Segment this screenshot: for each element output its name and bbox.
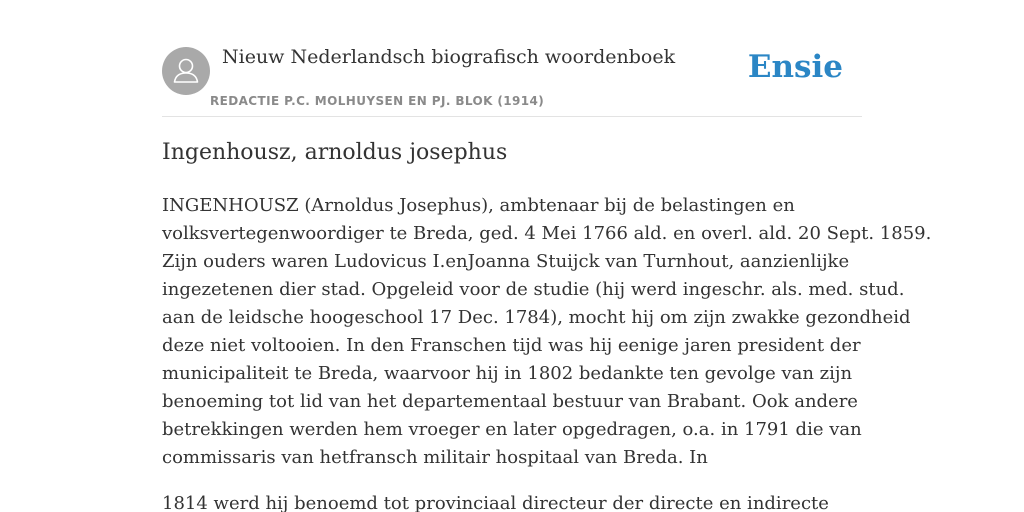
paragraph-line: betrekkingen werden hem vroeger en later opgedragen, o.a. in 1791 die van [162, 419, 862, 440]
paragraph-line: ingezetenen dier stad. Opgeleid voor de studie (hij werd ingeschr. als. med. stud. [162, 279, 905, 300]
book-editor: REDACTIE P.C. MOLHUYSEN EN PJ. BLOK (1914) [210, 94, 545, 108]
paragraph-line: INGENHOUSZ (Arnoldus Josephus), ambtenaar bij de belastingen en [162, 195, 795, 216]
paragraph-line: commissaris van hetfransch militair hospitaal van Breda. In [162, 447, 708, 468]
paragraph-line: Zijn ouders waren Ludovicus I.enJoanna Stuijck van Turnhout, aanzienlijke [162, 251, 850, 272]
book-title[interactable]: Nieuw Nederlandsch biografisch woordenboek [222, 46, 676, 68]
paragraph-line: benoeming tot lid van het departementaal bestuur van Brabant. Ook andere [162, 391, 858, 412]
entry-paragraph-2: 1814 werd hij benoemd tot provinciaal directeur der directe en indirecte [162, 493, 829, 512]
paragraph-line: deze niet voltooien. In den Franschen tijd was hij eenige jaren president der [162, 335, 861, 356]
source-header [162, 46, 862, 117]
person-icon [162, 47, 210, 95]
brand-logo[interactable]: Ensie [747, 49, 843, 85]
paragraph-line: volksvertegenwoordiger te Breda, ged. 4 Mei 1766 ald. en overl. ald. 20 Sept. 1859. [162, 223, 932, 244]
entry-title: Ingenhousz, arnoldus josephus [162, 140, 508, 165]
paragraph-line: aan de leidsche hoogeschool 17 Dec. 1784), mocht hij om zijn zwakke gezondheid [162, 307, 911, 328]
paragraph-line: municipaliteit te Breda, waarvoor hij in 1802 bedankte ten gevolge van zijn [162, 363, 853, 384]
entry-paragraph [162, 192, 932, 472]
